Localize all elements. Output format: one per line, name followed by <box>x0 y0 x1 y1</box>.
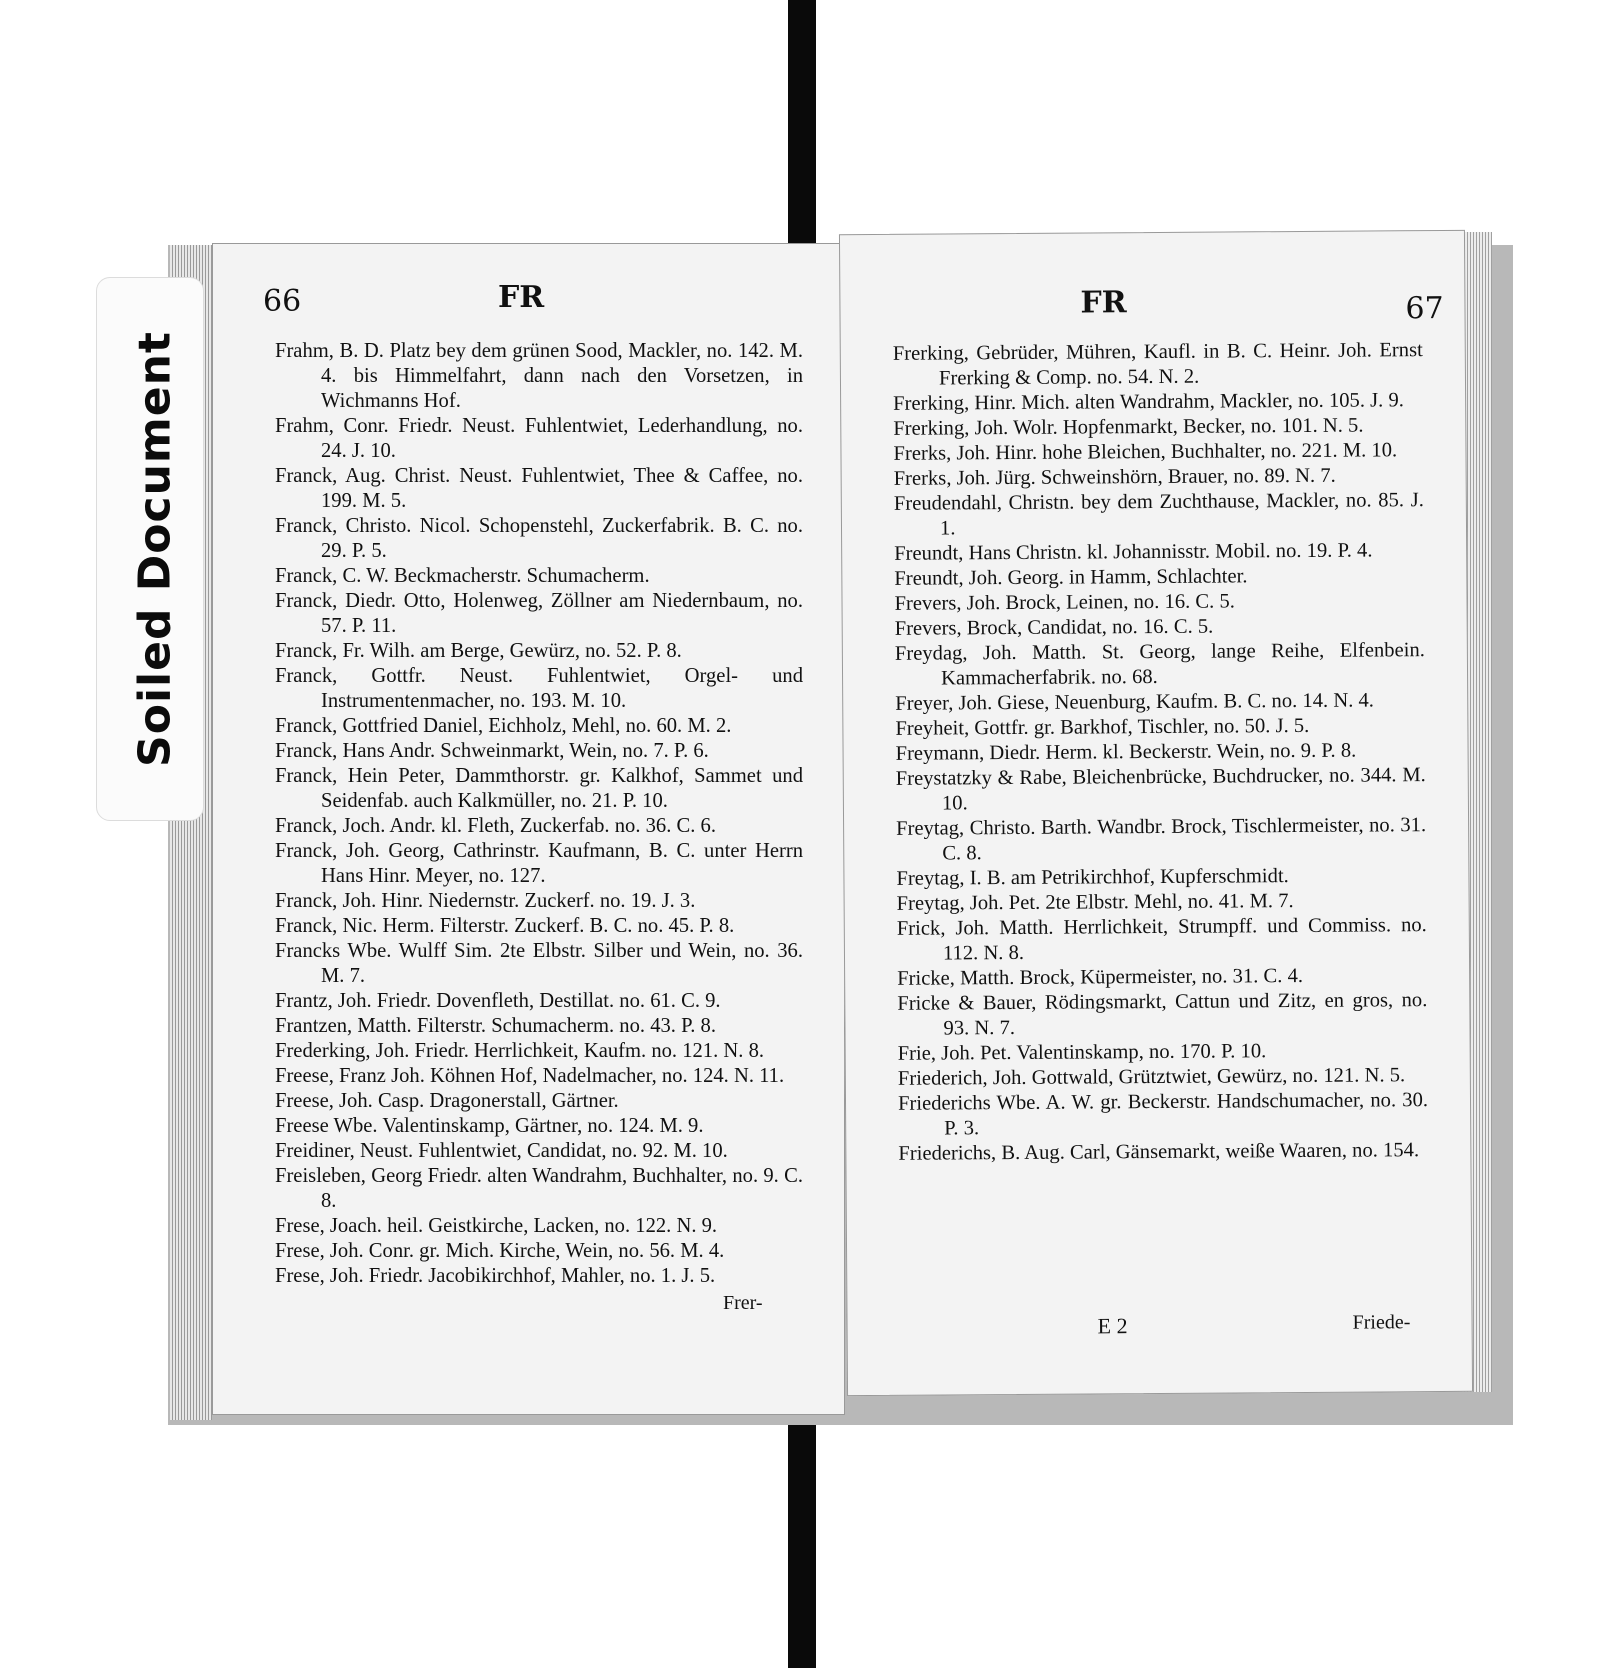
directory-entry: Fricke, Matth. Brock, Küpermeister, no. 31. C. 4. <box>897 964 1304 990</box>
directory-entry: Frerking, Gebrüder, Mühren, Kaufl. in B. C. Heinr. Joh. Ernst Frerking & Comp. no. 54. N. 2. <box>892 339 1423 390</box>
directory-entry: Freytag, Joh. Pet. 2te Elbstr. Mehl, no. 41. M. 7. <box>896 890 1294 915</box>
page-number-right: 67 <box>1405 290 1444 327</box>
directory-entry: Franck, Fr. Wilh. am Berge, Gewürz, no. 52. P. 8. <box>275 640 682 662</box>
directory-entries-left <box>275 339 803 1289</box>
directory-entry: Friederichs, B. Aug. Carl, Gänsemarkt, weiße Waaren, no. 154. <box>898 1139 1420 1165</box>
directory-entry: Frederking, Joh. Friedr. Herrlichkeit, Kaufm. no. 121. N. 8. <box>275 1040 765 1062</box>
directory-entry: Franck, Nic. Herm. Filterstr. Zuckerf. B. C. no. 45. P. 8. <box>275 915 735 937</box>
left-page <box>212 243 845 1415</box>
directory-entry: Francks Wbe. Wulff Sim. 2te Elbstr. Silber und Wein, no. 36. M. 7. <box>275 940 803 987</box>
soiled-document-label <box>96 277 204 821</box>
directory-entry: Franck, Christo. Nicol. Schopenstehl, Zuckerfabrik. B. C. no. 29. P. 5. <box>275 515 803 562</box>
directory-entry: Frantz, Joh. Friedr. Dovenfleth, Destillat. no. 61. C. 9. <box>275 990 721 1012</box>
directory-entry: Franck, Joh. Georg, Cathrinstr. Kaufmann, B. C. unter Herrn Hans Hinr. Meyer, no. 127. <box>275 840 803 887</box>
directory-entry: Frerking, Joh. Wolr. Hopfenmarkt, Becker, no. 101. N. 5. <box>893 414 1364 440</box>
directory-entry: Freese Wbe. Valentinskamp, Gärtner, no. 124. M. 9. <box>275 1115 704 1137</box>
directory-entry: Freese, Joh. Casp. Dragonerstall, Gärtner. <box>275 1090 619 1112</box>
soiled-document-label-text: Soiled Document <box>129 331 181 767</box>
directory-entry: Freydag, Joh. Matth. St. Georg, lange Reihe, Elfenbein. Kammacherfabrik. no. 68. <box>894 639 1425 690</box>
catchword-left: Frer- <box>723 1292 763 1314</box>
directory-entry: Franck, C. W. Beckmacherstr. Schumacherm. <box>275 565 650 587</box>
catchword-right: Friede- <box>1352 1311 1411 1334</box>
directory-entry: Frick, Joh. Matth. Herrlichkeit, Strumpff. und Commiss. no. 112. N. 8. <box>896 914 1427 965</box>
directory-entry: Freytag, I. B. am Petrikirchhof, Kupferschmidt. <box>896 865 1289 890</box>
directory-entry: Frie, Joh. Pet. Valentinskamp, no. 170. P. 10. <box>897 1040 1267 1065</box>
directory-entry: Freudendahl, Christn. bey dem Zuchthause, Mackler, no. 85. J. 1. <box>893 489 1424 540</box>
directory-entry: Franck, Joh. Hinr. Niedernstr. Zuckerf. no. 19. J. 3. <box>275 890 696 912</box>
directory-entry: Frese, Joh. Friedr. Jacobikirchhof, Mahler, no. 1. J. 5. <box>275 1265 716 1287</box>
directory-entry: Freidiner, Neust. Fuhlentwiet, Candidat, no. 92. M. 10. <box>275 1140 728 1162</box>
directory-entry: Freundt, Hans Christn. kl. Johannisstr. Mobil. no. 19. P. 4. <box>894 539 1373 565</box>
directory-entry: Freese, Franz Joh. Köhnen Hof, Nadelmacher, no. 124. N. 11. <box>275 1065 785 1087</box>
directory-entry: Freytag, Christo. Barth. Wandbr. Brock, Tischlermeister, no. 31. C. 8. <box>896 814 1427 865</box>
directory-entry: Frese, Joach. heil. Geistkirche, Lacken, no. 122. N. 9. <box>275 1215 718 1237</box>
directory-entry: Franck, Gottfried Daniel, Eichholz, Mehl, no. 60. M. 2. <box>275 715 732 737</box>
right-page <box>839 230 1473 1396</box>
directory-entry: Freystatzky & Rabe, Bleichenbrücke, Buchdrucker, no. 344. M. 10. <box>895 764 1426 815</box>
directory-entry: Frahm, Conr. Friedr. Neust. Fuhlentwiet, Lederhandlung, no. 24. J. 10. <box>275 415 803 462</box>
signature-mark: E 2 <box>1097 1313 1128 1339</box>
directory-entry: Franck, Hans Andr. Schweinmarkt, Wein, no. 7. P. 6. <box>275 740 709 762</box>
directory-entry: Frevers, Brock, Candidat, no. 16. C. 5. <box>894 615 1214 640</box>
directory-entry: Frerks, Joh. Jürg. Schweinshörn, Brauer, no. 89. N. 7. <box>893 464 1336 490</box>
directory-entry: Freyer, Joh. Giese, Neuenburg, Kaufm. B. C. no. 14. N. 4. <box>895 689 1374 715</box>
directory-entry: Freisleben, Georg Friedr. alten Wandrahm, Buchhalter, no. 9. C. 8. <box>275 1165 803 1212</box>
running-header-right: FR <box>1080 285 1127 321</box>
directory-entry: Frerking, Hinr. Mich. alten Wandrahm, Mackler, no. 105. J. 9. <box>893 389 1404 415</box>
directory-entry: Franck, Joch. Andr. kl. Fleth, Zuckerfab. no. 36. C. 6. <box>275 815 716 837</box>
directory-entry: Frantzen, Matth. Filterstr. Schumacherm. no. 43. P. 8. <box>275 1015 716 1037</box>
directory-entry: Frese, Joh. Conr. gr. Mich. Kirche, Wein, no. 56. M. 4. <box>275 1240 725 1262</box>
directory-entry: Frahm, B. D. Platz bey dem grünen Sood, Mackler, no. 142. M. 4. bis Himmelfahrt, dann nach den Vorsetzen, in Wichmanns Hof. <box>275 340 803 412</box>
directory-entry: Franck, Gottfr. Neust. Fuhlentwiet, Orgel- und Instrumentenmacher, no. 193. M. 10. <box>275 665 803 712</box>
directory-entry: Franck, Diedr. Otto, Holenweg, Zöllner am Niedernbaum, no. 57. P. 11. <box>275 590 803 637</box>
directory-entry: Freyheit, Gottfr. gr. Barkhof, Tischler, no. 50. J. 5. <box>895 714 1310 740</box>
directory-entry: Franck, Aug. Christ. Neust. Fuhlentwiet, Thee & Caffee, no. 199. M. 5. <box>275 465 803 512</box>
directory-entry: Friederich, Joh. Gottwald, Grütztwiet, Gewürz, no. 121. N. 5. <box>897 1064 1406 1090</box>
directory-entries-right <box>893 338 1429 1167</box>
directory-entry: Frevers, Joh. Brock, Leinen, no. 16. C. 5. <box>894 590 1235 615</box>
directory-entry: Freundt, Joh. Georg. in Hamm, Schlachter. <box>894 565 1248 590</box>
directory-entry: Fricke & Bauer, Rödingsmarkt, Cattun und Zitz, en gros, no. 93. N. 7. <box>897 989 1428 1040</box>
directory-entry: Friederichs Wbe. A. W. gr. Beckerstr. Handschumacher, no. 30. P. 3. <box>897 1089 1429 1140</box>
running-header-left: FR <box>498 280 545 315</box>
directory-entry: Franck, Hein Peter, Dammthorstr. gr. Kalkhof, Sammet und Seidenfab. auch Kalkmüller, no. 21. P. 10. <box>275 765 803 812</box>
page-number-left: 66 <box>263 284 302 319</box>
directory-entry: Frerks, Joh. Hinr. hohe Bleichen, Buchhalter, no. 221. M. 10. <box>893 439 1398 465</box>
directory-entry: Freymann, Diedr. Herm. kl. Beckerstr. Wein, no. 9. P. 8. <box>895 739 1357 765</box>
